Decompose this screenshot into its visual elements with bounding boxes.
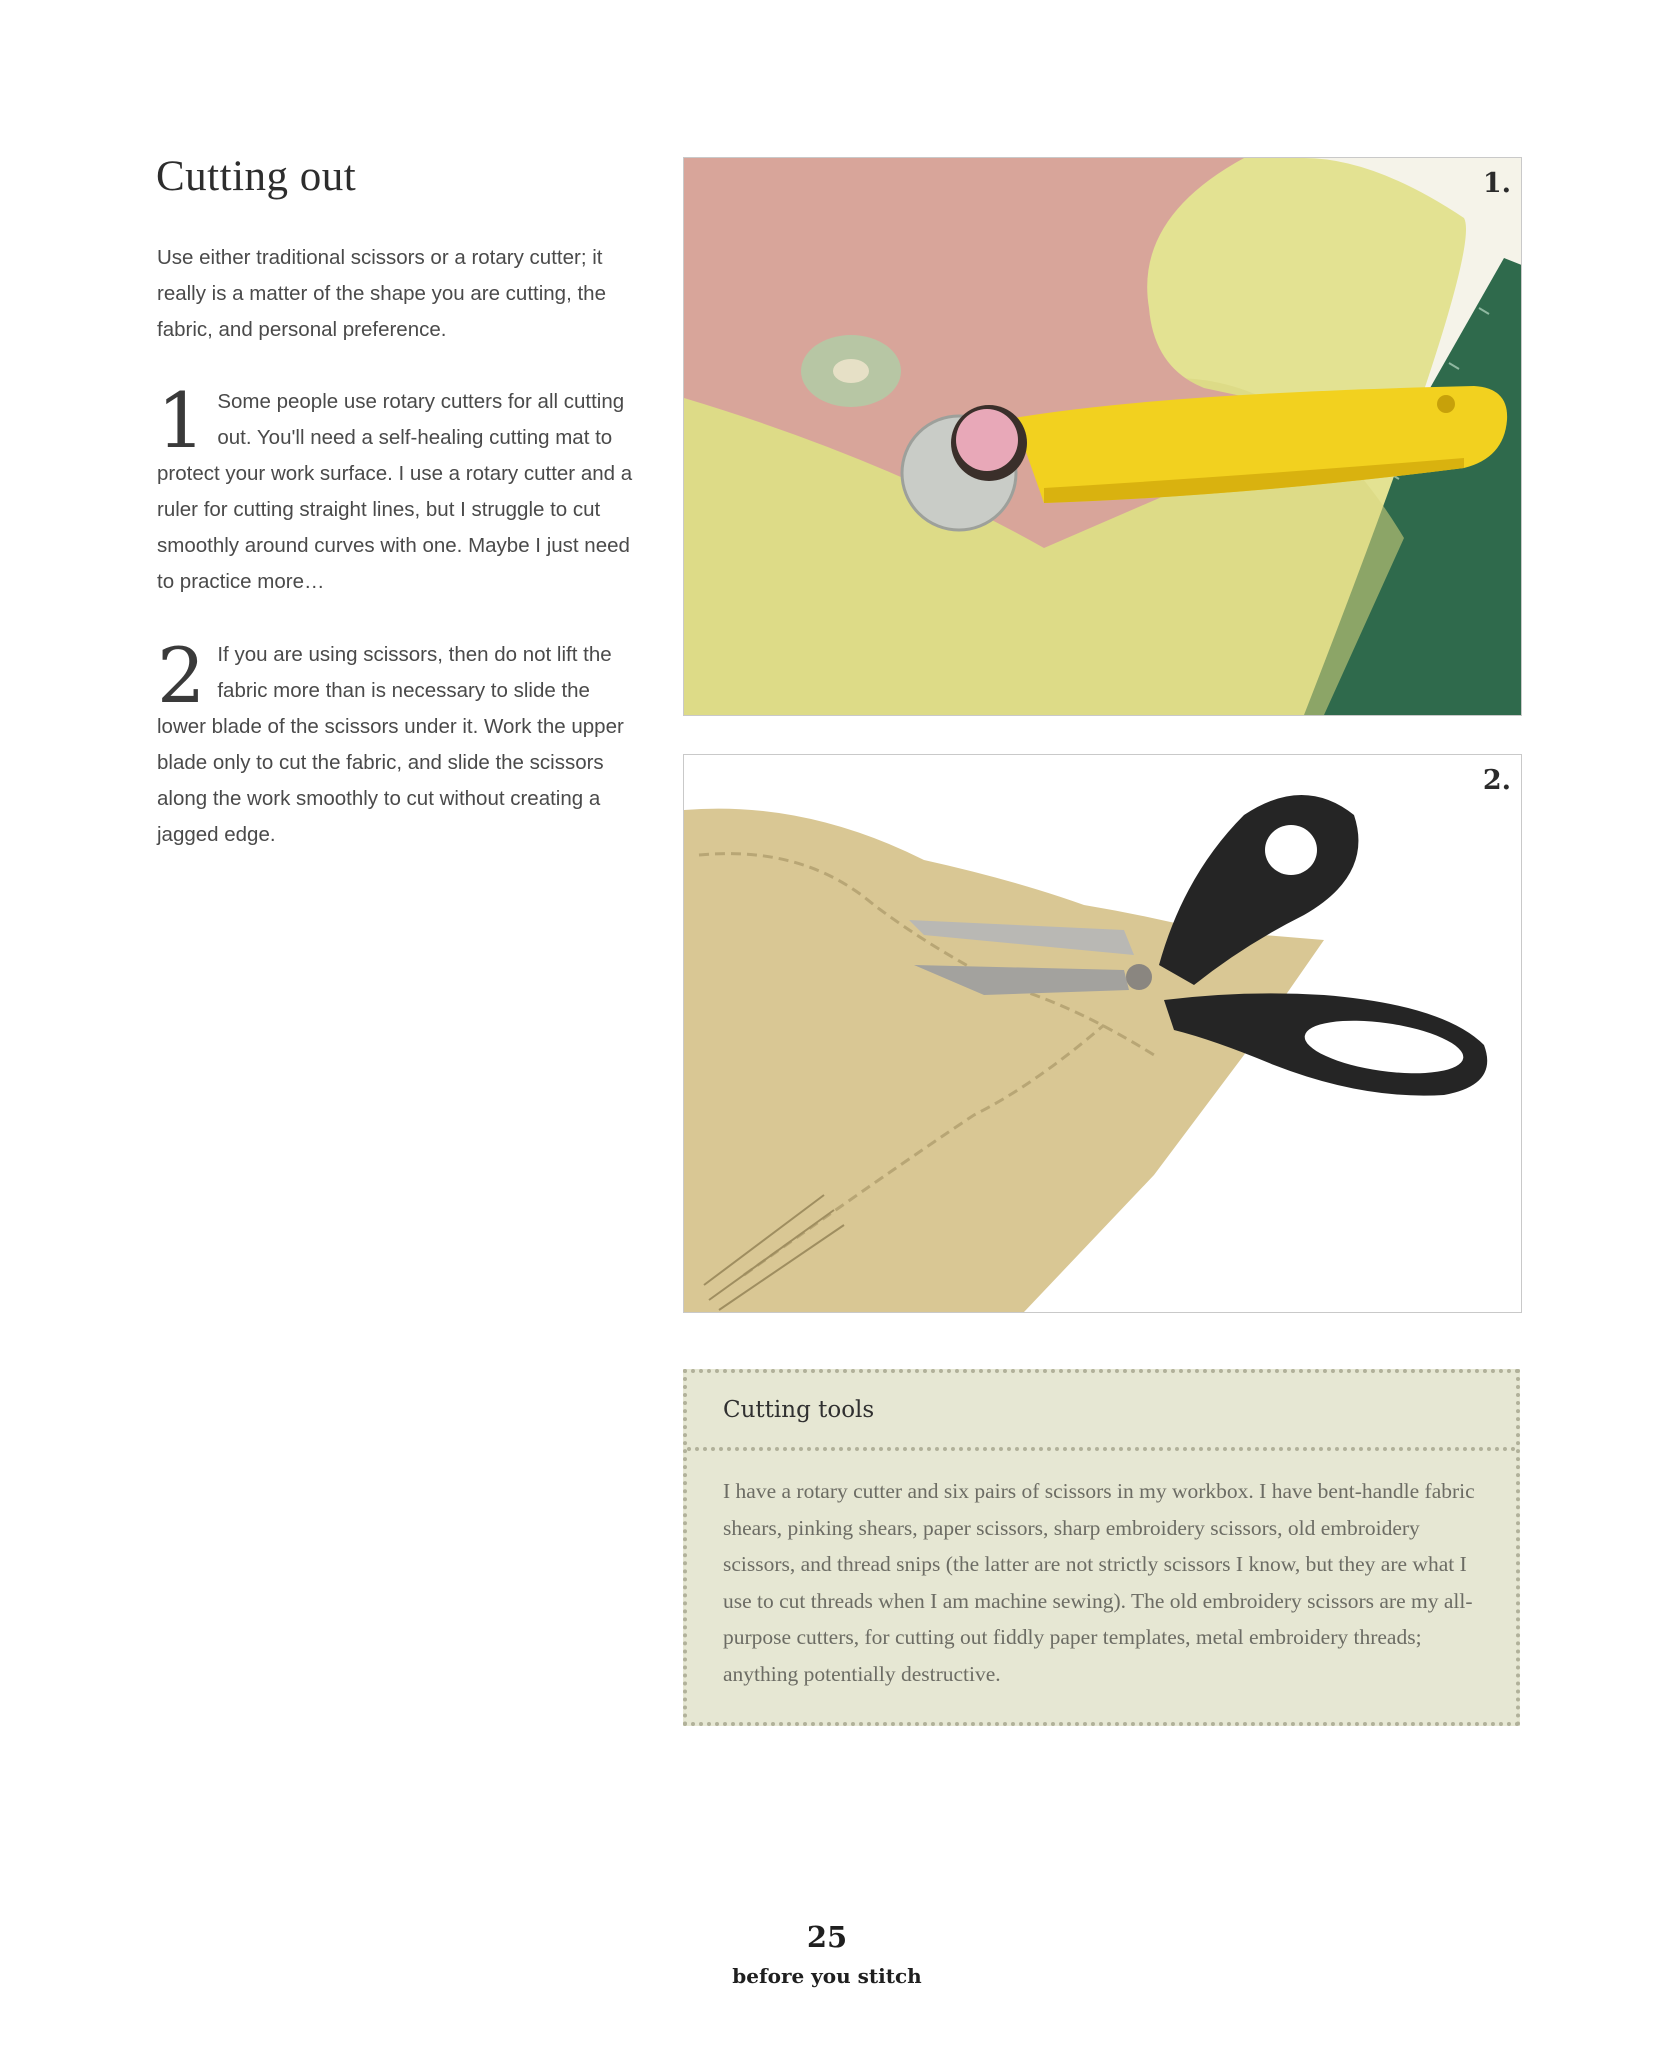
page-number: 25 — [806, 1920, 848, 1954]
cutting-tools-box — [683, 1369, 1520, 1726]
photo-rotary-cutter — [683, 157, 1522, 716]
step-2 — [157, 631, 637, 853]
box-text: I have a rotary cutter and six pairs of scissors in my workbox. I have bent-handle fabric shears, pinking shears, paper scissors, sharp embroidery scissors, old embroidery scissors, and thread snips (the latter are not strictly scissors I know, but they are what I use to cut threads when I am machine sewing). The old embroidery scissors are my all-purpose cutters, for cutting out fiddly paper templates, metal embroidery threads; anything potentially destructive. — [723, 1479, 1475, 1686]
page-title: Cutting out — [156, 153, 357, 200]
step-1-number: 1 — [157, 376, 206, 465]
step-1 — [157, 376, 637, 600]
photo-scissors — [683, 754, 1522, 1313]
running-footer: before you stitch — [732, 1964, 922, 1988]
box-title: Cutting tools — [723, 1397, 875, 1423]
box-divider — [687, 1447, 1516, 1451]
scissors-illustration — [684, 755, 1521, 1312]
intro-paragraph: Use either traditional scissors or a rotary cutter; it really is a matter of the shape you are cutting, the fabric, and personal preference. — [157, 246, 606, 341]
photo-2-label: 2. — [1482, 765, 1511, 796]
step-2-number: 2 — [157, 631, 206, 720]
photo-1-label: 1. — [1482, 168, 1511, 199]
rotary-cutter-illustration — [684, 158, 1521, 715]
step-1-text: Some people use rotary cutters for all cutting out. You'll need a self-healing cutting mat to protect your work surface. I use a rotary cutter and a ruler for cutting straight lines, but I struggle to cut smoothly around curves with one. Maybe I just need to practice more… — [157, 390, 633, 593]
step-2-text: If you are using scissors, then do not lift the fabric more than is necessary to slide the lower blade of the scissors under it. Work the upper blade only to cut the fabric, and slide the scissors along the work smoothly to cut without creating a jagged edge. — [157, 643, 624, 846]
